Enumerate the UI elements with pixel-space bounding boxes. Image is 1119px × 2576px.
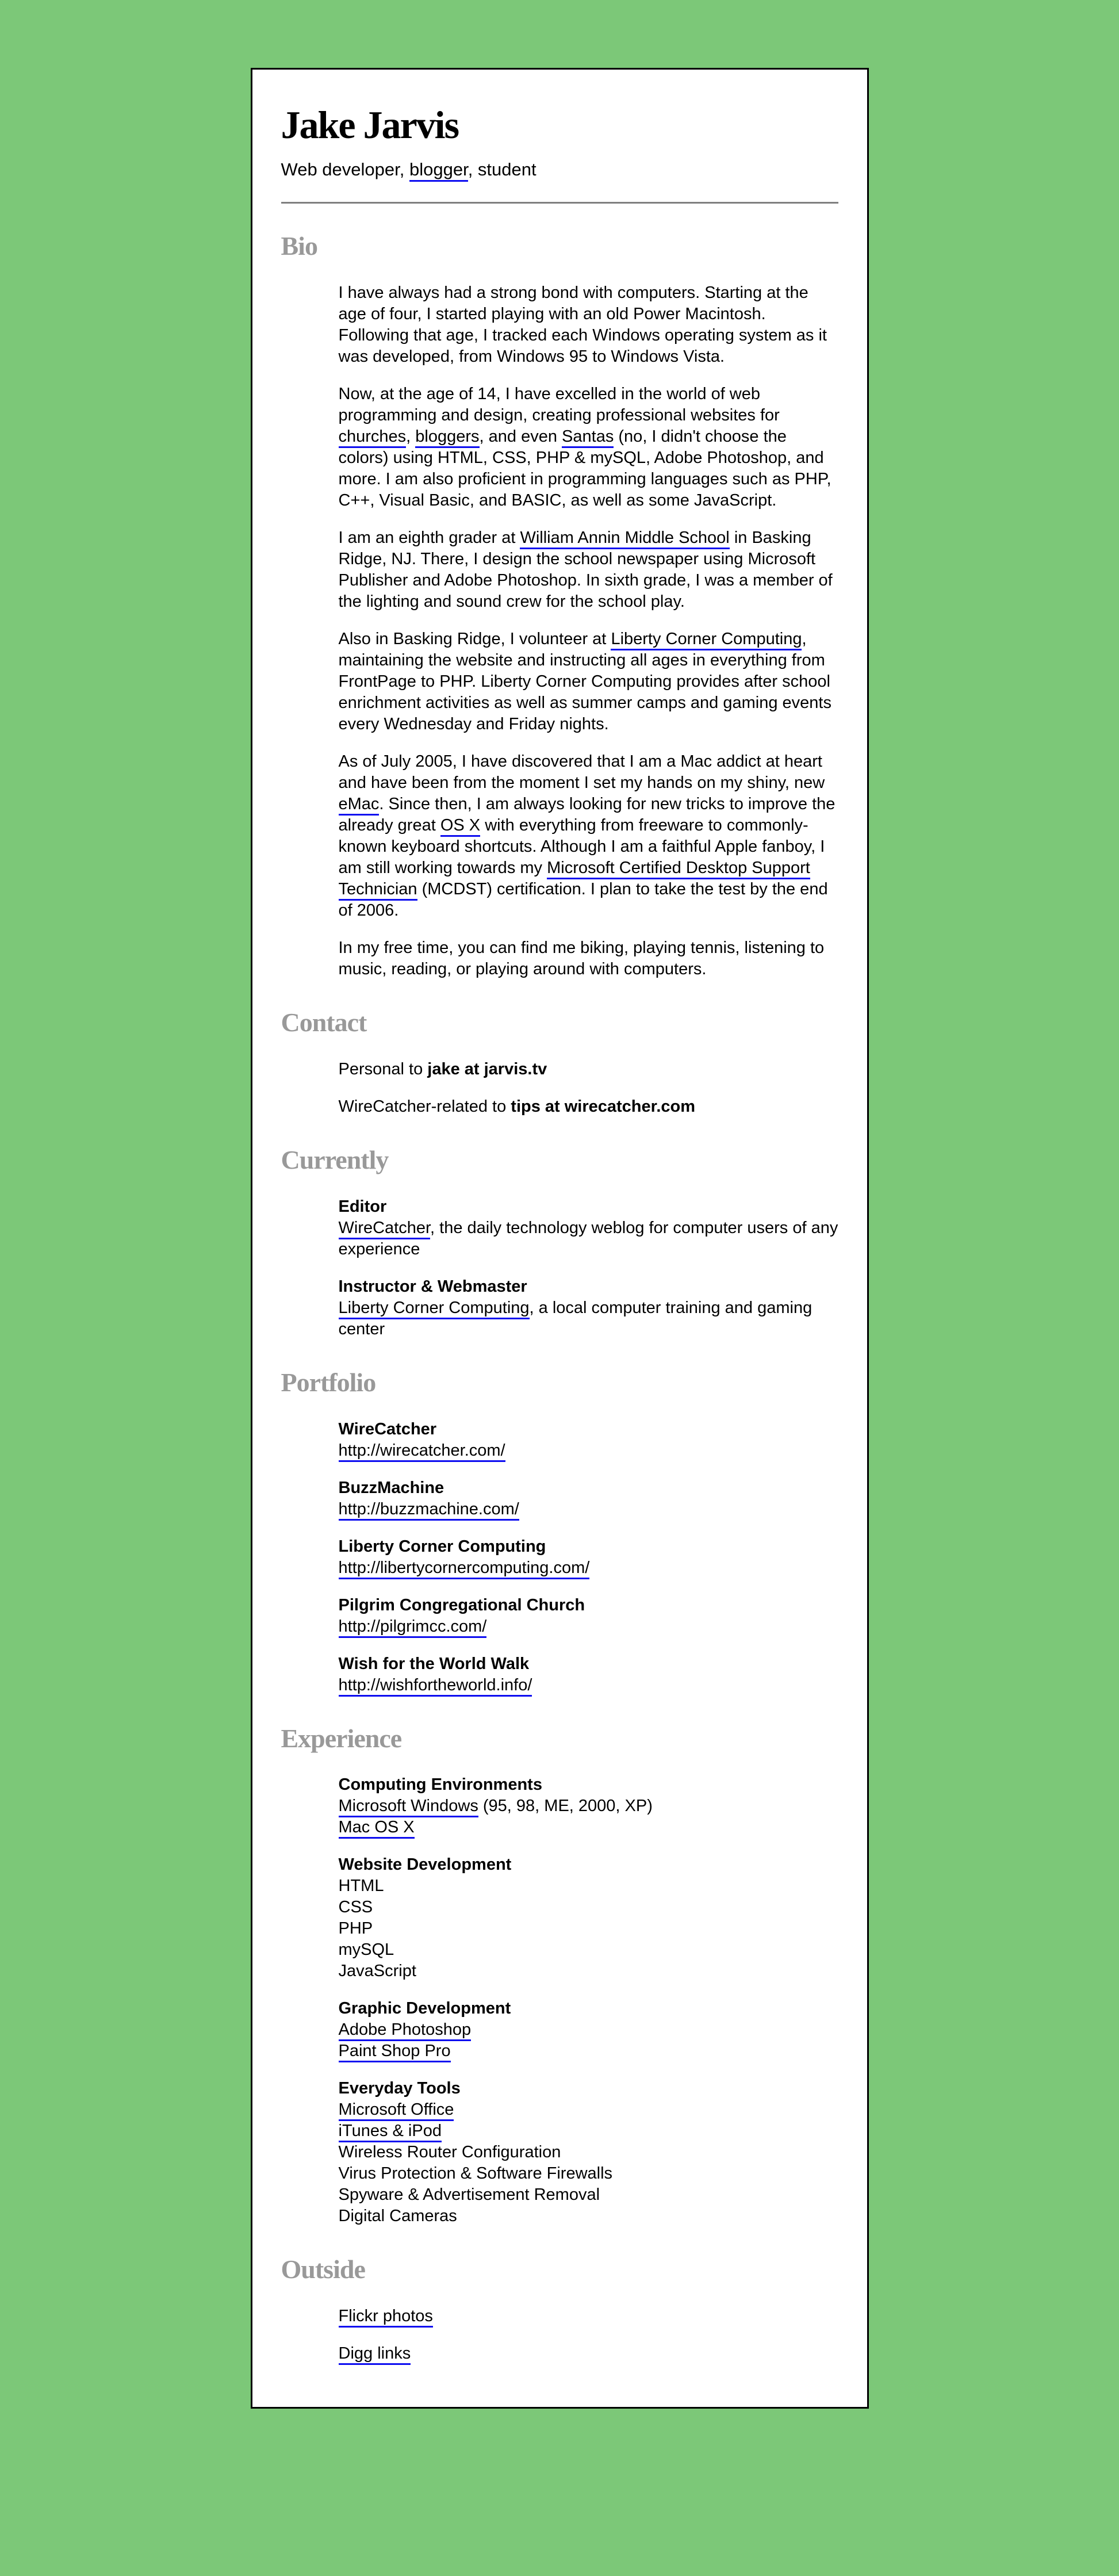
text-run: Also in Basking Ridge, I volunteer at bbox=[338, 629, 611, 648]
contact-heading: Contact bbox=[281, 1007, 367, 1037]
text-link[interactable]: Digg links bbox=[339, 2344, 411, 2365]
text-run: , the daily technology weblog for computer users of any experience bbox=[338, 1218, 838, 1258]
bio-heading: Bio bbox=[281, 231, 317, 261]
text-run: with everything from freeware to commonly-known keyboard shortcuts. Although I am a faithful Apple fanboy, I am still working towards my bbox=[338, 816, 825, 877]
role-title: Editor bbox=[338, 1197, 387, 1216]
text-run: WireCatcher-related to bbox=[338, 1097, 511, 1116]
text-run: JavaScript bbox=[338, 1962, 416, 1981]
portfolio-item-name: Wish for the World Walk bbox=[338, 1654, 530, 1673]
section-currently bbox=[281, 1145, 838, 1340]
experience-item bbox=[339, 2184, 838, 2206]
experience-group-title: Website Development bbox=[338, 1855, 512, 1874]
text-run: HTML bbox=[338, 1877, 384, 1896]
text-link[interactable]: Flickr photos bbox=[339, 2307, 433, 2328]
text-run: (MCDST) certification. I plan to take the test by the end of 2006. bbox=[338, 879, 828, 920]
header bbox=[281, 105, 838, 181]
text-link[interactable]: William Annin Middle School bbox=[520, 529, 729, 549]
portfolio-url-link[interactable]: http://wishfortheworld.info/ bbox=[339, 1676, 532, 1697]
text-run: Wireless Router Configuration bbox=[338, 2143, 561, 2162]
text-link[interactable]: iTunes & iPod bbox=[339, 2122, 442, 2142]
text-run: , a local computer training and gaming center bbox=[338, 1298, 813, 1338]
section-contact bbox=[281, 1008, 838, 1117]
bio-paragraph bbox=[339, 384, 838, 511]
text-link[interactable]: Liberty Corner Computing bbox=[611, 630, 802, 650]
text-link[interactable]: Microsoft Windows bbox=[339, 1797, 478, 1817]
text-link[interactable]: Adobe Photoshop bbox=[339, 2020, 472, 2041]
portfolio-url-link[interactable]: http://wirecatcher.com/ bbox=[339, 1441, 505, 1462]
text-run: Digital Cameras bbox=[338, 2207, 457, 2226]
experience-content bbox=[339, 1774, 838, 2227]
bio-paragraph bbox=[339, 751, 838, 921]
portfolio-item bbox=[339, 1419, 838, 1461]
currently-heading: Currently bbox=[281, 1145, 389, 1174]
contact-content bbox=[339, 1059, 838, 1117]
bio-paragraph bbox=[339, 527, 838, 613]
text-link[interactable]: churches bbox=[339, 427, 407, 448]
experience-group-computing-environments bbox=[339, 1774, 838, 1838]
currently-content bbox=[339, 1196, 838, 1340]
text-run: Personal to bbox=[338, 1059, 428, 1078]
bold-text: tips at wirecatcher.com bbox=[511, 1097, 696, 1116]
section-portfolio bbox=[281, 1368, 838, 1696]
outside-content bbox=[339, 2306, 838, 2364]
header-divider bbox=[281, 202, 838, 204]
text-link[interactable]: Liberty Corner Computing bbox=[339, 1299, 530, 1319]
portfolio-item-url-line bbox=[339, 1675, 838, 1696]
portfolio-url-link[interactable]: http://buzzmachine.com/ bbox=[339, 1500, 519, 1521]
role-description bbox=[339, 1297, 838, 1340]
portfolio-item-name: BuzzMachine bbox=[338, 1478, 444, 1497]
role-title: Instructor & Webmaster bbox=[338, 1277, 527, 1296]
text-link[interactable]: blogger bbox=[409, 159, 468, 182]
outside-link-digg bbox=[339, 2343, 838, 2364]
portfolio-url-link[interactable]: http://pilgrimcc.com/ bbox=[339, 1617, 487, 1638]
portfolio-url-link[interactable]: http://libertycornercomputing.com/ bbox=[339, 1559, 590, 1579]
portfolio-item-name: WireCatcher bbox=[338, 1419, 437, 1438]
text-run: , student bbox=[467, 159, 536, 179]
text-run: CSS bbox=[338, 1898, 373, 1917]
text-run: I am an eighth grader at bbox=[338, 528, 520, 547]
contact-line-personal bbox=[339, 1059, 838, 1080]
text-link[interactable]: Microsoft Office bbox=[339, 2100, 454, 2121]
experience-item bbox=[339, 2142, 838, 2163]
experience-group-title: Computing Environments bbox=[338, 1775, 542, 1794]
text-run: PHP bbox=[338, 1919, 373, 1938]
text-run: I have always had a strong bond with computers. Starting at the age of four, I started playing with an old Power Macintosh. Following that age, I tracked each Windows operating system as it was developed, from Windows 95 to Windows Vista. bbox=[338, 283, 827, 366]
contact-line-wirecatcher bbox=[339, 1096, 838, 1117]
experience-group-website-development bbox=[339, 1854, 838, 1982]
bio-paragraph bbox=[339, 282, 838, 368]
text-link[interactable]: WireCatcher bbox=[339, 1219, 431, 1239]
portfolio-item-url-line bbox=[339, 1616, 838, 1637]
experience-item bbox=[339, 2206, 838, 2227]
experience-heading: Experience bbox=[281, 1723, 402, 1753]
outside-link-flickr bbox=[339, 2306, 838, 2327]
experience-item bbox=[339, 1817, 838, 1838]
text-link[interactable]: Mac OS X bbox=[339, 1818, 415, 1839]
text-run: Now, at the age of 14, I have excelled in the world of web programming and design, creating professional websites for bbox=[338, 384, 780, 424]
text-link[interactable]: Paint Shop Pro bbox=[339, 2042, 451, 2062]
portfolio-item-url-line bbox=[339, 1499, 838, 1520]
text-run: Web developer, bbox=[281, 159, 409, 179]
portfolio-item bbox=[339, 1478, 838, 1520]
section-outside bbox=[281, 2255, 838, 2364]
bold-text: jake at jarvis.tv bbox=[427, 1059, 547, 1078]
text-run: Virus Protection & Software Firewalls bbox=[338, 2164, 613, 2183]
text-run: , and even bbox=[479, 427, 562, 446]
experience-item bbox=[339, 1918, 838, 1939]
text-link[interactable]: OS X bbox=[440, 816, 480, 837]
experience-item bbox=[339, 2163, 838, 2184]
bio-content bbox=[339, 282, 838, 980]
experience-group-everyday-tools bbox=[339, 2078, 838, 2227]
text-link[interactable]: Santas bbox=[562, 427, 614, 448]
experience-item bbox=[339, 1897, 838, 1918]
currently-role-editor bbox=[339, 1196, 838, 1260]
experience-item bbox=[339, 1939, 838, 1961]
portfolio-item-name: Pilgrim Congregational Church bbox=[338, 1595, 585, 1614]
text-run: (95, 98, ME, 2000, XP) bbox=[478, 1797, 653, 1816]
experience-item bbox=[339, 1875, 838, 1897]
role-description bbox=[339, 1218, 838, 1260]
experience-item bbox=[339, 1796, 838, 1817]
section-bio bbox=[281, 231, 838, 980]
outside-heading: Outside bbox=[281, 2255, 365, 2284]
portfolio-item-url-line bbox=[339, 1440, 838, 1461]
text-link[interactable]: Microsoft Certified Desktop Support Technician bbox=[339, 859, 810, 901]
text-run: As of July 2005, I have discovered that I am a Mac addict at heart and have been from the moment I set my hands on my shiny, new bbox=[338, 752, 825, 792]
experience-item bbox=[339, 2120, 838, 2142]
text-run: in Basking Ridge, NJ. There, I design the school newspaper using Microsoft Publisher and Adobe Photoshop. In sixth grade, I was a member of the lighting and sound crew for the school play. bbox=[338, 528, 833, 611]
experience-group-graphic-development bbox=[339, 1998, 838, 2062]
text-run: . Since then, I am always looking for new tricks to improve the already great bbox=[338, 794, 836, 835]
currently-role-instructor bbox=[339, 1276, 838, 1340]
resume-card bbox=[251, 68, 869, 2409]
experience-group-title: Graphic Development bbox=[338, 1999, 511, 2018]
text-link[interactable]: bloggers bbox=[415, 427, 479, 448]
portfolio-item-name: Liberty Corner Computing bbox=[338, 1537, 546, 1556]
text-run: , bbox=[406, 427, 416, 446]
text-run: In my free time, you can find me biking, playing tennis, listening to music, reading, or playing around with computers. bbox=[338, 938, 825, 978]
text-run: (no, I didn't choose the colors) using HTML, CSS, PHP & mySQL, Adobe Photoshop, and more. I am also proficient in programming languages such as PHP, C++, Visual Basic, and BASIC, as well as some JavaScript. bbox=[338, 427, 831, 510]
bio-paragraph bbox=[339, 629, 838, 735]
portfolio-heading: Portfolio bbox=[281, 1367, 376, 1397]
section-experience bbox=[281, 1724, 838, 2227]
text-run: Spyware & Advertisement Removal bbox=[338, 2185, 600, 2204]
bio-paragraph bbox=[339, 937, 838, 980]
tagline bbox=[281, 158, 781, 181]
text-run: , maintaining the website and instructing all ages in everything from FrontPage to PHP. Liberty Corner Computing provides after school enrichment activities as well as summer camps and gaming events every Wednesday and Friday nights. bbox=[338, 629, 831, 733]
portfolio-item-url-line bbox=[339, 1557, 838, 1579]
page-title: Jake Jarvis bbox=[281, 103, 459, 147]
portfolio-item bbox=[339, 1653, 838, 1696]
experience-item bbox=[339, 2019, 838, 2041]
portfolio-item bbox=[339, 1536, 838, 1579]
experience-item bbox=[339, 2041, 838, 2062]
portfolio-item bbox=[339, 1595, 838, 1637]
portfolio-content bbox=[339, 1419, 838, 1696]
experience-item bbox=[339, 2099, 838, 2120]
text-run: mySQL bbox=[338, 1940, 394, 1959]
experience-group-title: Everyday Tools bbox=[338, 2079, 461, 2098]
experience-item bbox=[339, 1961, 838, 1982]
text-link[interactable]: eMac bbox=[339, 795, 380, 816]
